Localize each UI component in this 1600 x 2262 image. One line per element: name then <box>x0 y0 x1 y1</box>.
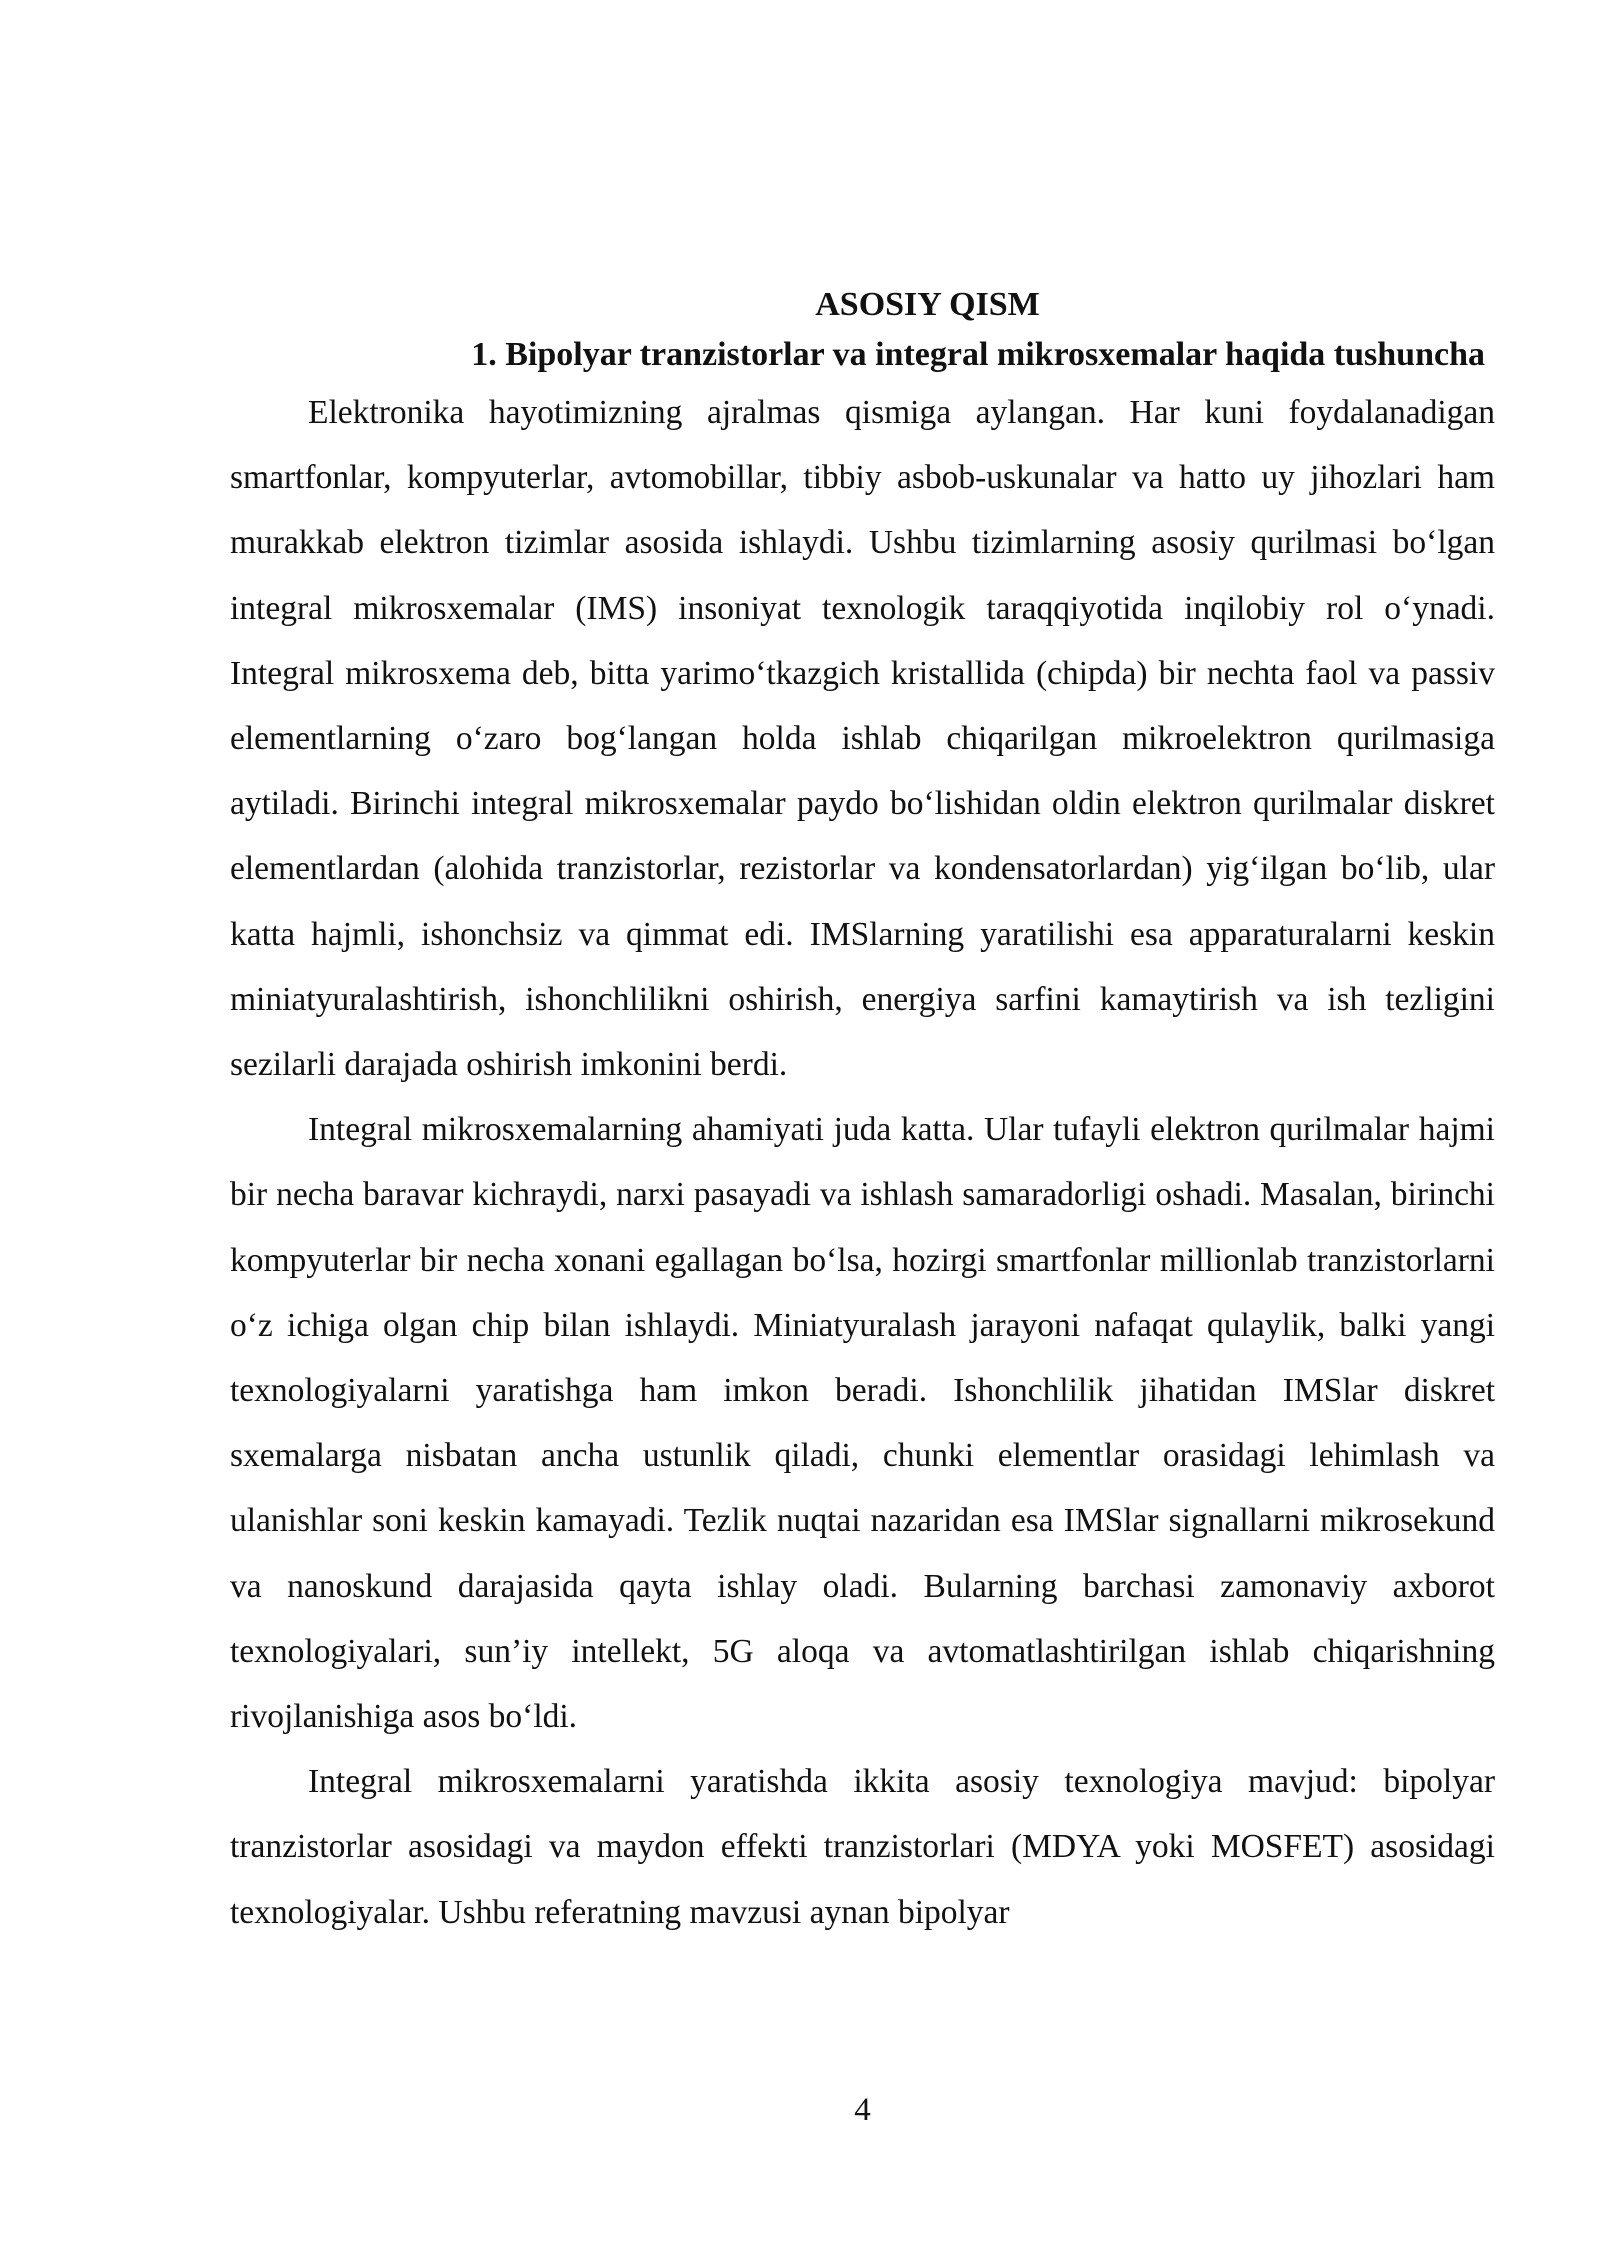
page-content <box>230 280 1495 1945</box>
body-paragraph: Elektronika hayotimizning ajralmas qismiga aylangan. Har kuni foydalanadigan smartfonlar, kompyuterlar, avtomobillar, tibbiy asbob-uskunalar va hatto uy jihozlari ham murakkab elektron tizimlar asosida ishlaydi. Ushbu tizimlarning asosiy qurilmasi bo‘lgan integral mikrosxemalar (IMS) insoniyat texnologik taraqqiyotida inqilobiy rol o‘ynadi. Integral mikrosxema deb, bitta yarimo‘tkazgich kristallida (chipda) bir nechta faol va passiv elementlarning o‘zaro bog‘langan holda ishlab chiqarilgan mikroelektron qurilmasiga aytiladi. Birinchi integral mikrosxemalar paydo bo‘lishidan oldin elektron qurilmalar diskret elementlardan (alohida tranzistorlar, rezistorlar va kondensatorlardan) yig‘ilgan bo‘lib, ular katta hajmli, ishonchsiz va qimmat edi. IMSlarning yaratilishi esa apparaturalarni keskin miniatyuralashtirish, ishonchlilikni oshirish, energiya sarfini kamaytirish va ish tezligini sezilarli darajada oshirish imkonini berdi. <box>230 394 1495 1084</box>
body-paragraph: Integral mikrosxemalarning ahamiyati juda katta. Ular tufayli elektron qurilmalar hajmi bir necha baravar kichraydi, narxi pasayadi va ishlash samaradorligi oshadi. Masalan, birinchi kompyuterlar bir necha xonani egallagan bo‘lsa, hozirgi smartfonlar millionlab tranzistorlarni o‘z ichiga olgan chip bilan ishlaydi. Miniatyuralash jarayoni nafaqat qulaylik, balki yangi texnologiyalarni yaratishga ham imkon beradi. Ishonchlilik jihatidan IMSlar diskret sxemalarga nisbatan ancha ustunlik qiladi, chunki elementlar orasidagi lehimlash va ulanishlar soni keskin kamayadi. Tezlik nuqtai nazaridan esa IMSlar signallarni mikrosekund va nanoskund darajasida qayta ishlay oladi. Bularning barchasi zamonaviy axborot texnologiyalari, sun’iy intellekt, 5G aloqa va avtomatlashtirilgan ishlab chiqarishning rivojlanishiga asos bo‘ldi. <box>230 1111 1495 1736</box>
page-number: 4 <box>854 2092 871 2128</box>
section-title: ASOSIY QISM <box>815 286 1040 323</box>
body-paragraph: Integral mikrosxemalarni yaratishda ikkita asosiy texnologiya mavjud: bipolyar tranzistorlar asosidagi va maydon effekti tranzistorlari (MDYA yoki MOSFET) asosidagi texnologiyalar. Ushbu referatning mavzusi aynan bipolyar <box>230 1763 1495 1931</box>
chapter-title: 1. Bipolyar tranzistorlar va integral mikrosxemalar haqida tushuncha <box>471 336 1485 373</box>
